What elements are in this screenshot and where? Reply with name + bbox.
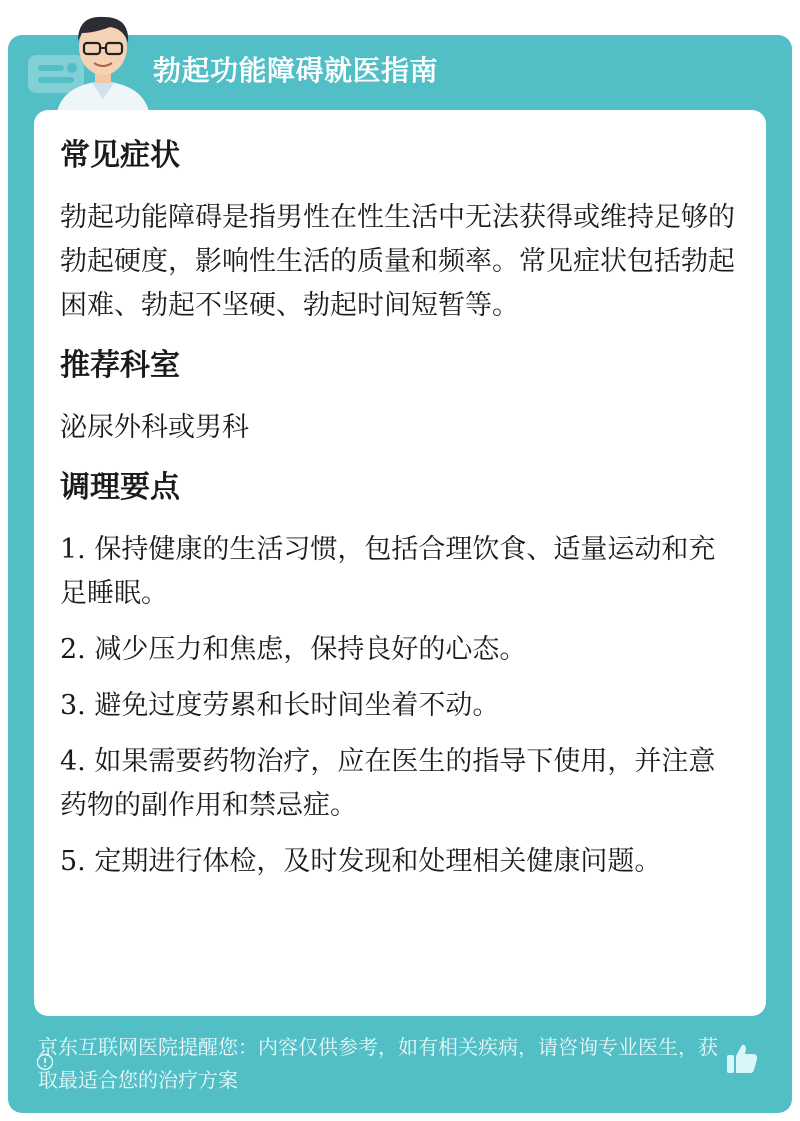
thumbs-up-icon[interactable] [724,1040,760,1076]
care-item: 4. 如果需要药物治疗，应在医生的指导下使用，并注意药物的副作用和禁忌症。 [60,746,716,821]
symptoms-text: 勃起功能障碍是指男性在性生活中无法获得或维持足够的勃起硬度，影响性生活的质量和频率。常见症状包括勃起困难、勃起不坚硬、勃起时间短暂等。 [60,202,735,321]
care-item: 3. 避免过度劳累和长时间坐着不动。 [60,690,500,721]
doctor-avatar-icon [48,7,158,117]
guide-card [8,35,792,1113]
department-heading: 推荐科室 [60,348,180,383]
disclaimer-text: 京东互联网医院提醒您：内容仅供参考，如有相关疾病，请咨询专业医生，获取最适合您的治疗方案 [38,1035,718,1092]
care-item: 2. 减少压力和焦虑，保持良好的心态。 [60,634,527,665]
care-item: 1. 保持健康的生活习惯，包括合理饮食、适量运动和充足睡眠。 [60,534,716,609]
symptoms-heading: 常见症状 [60,138,180,173]
department-text: 泌尿外科或男科 [60,412,249,443]
page-title: 勃起功能障碍就医指南 [153,54,439,87]
content-panel [34,110,766,1016]
care-heading: 调理要点 [60,470,180,505]
care-item: 5. 定期进行体检，及时发现和处理相关健康问题。 [60,846,662,877]
